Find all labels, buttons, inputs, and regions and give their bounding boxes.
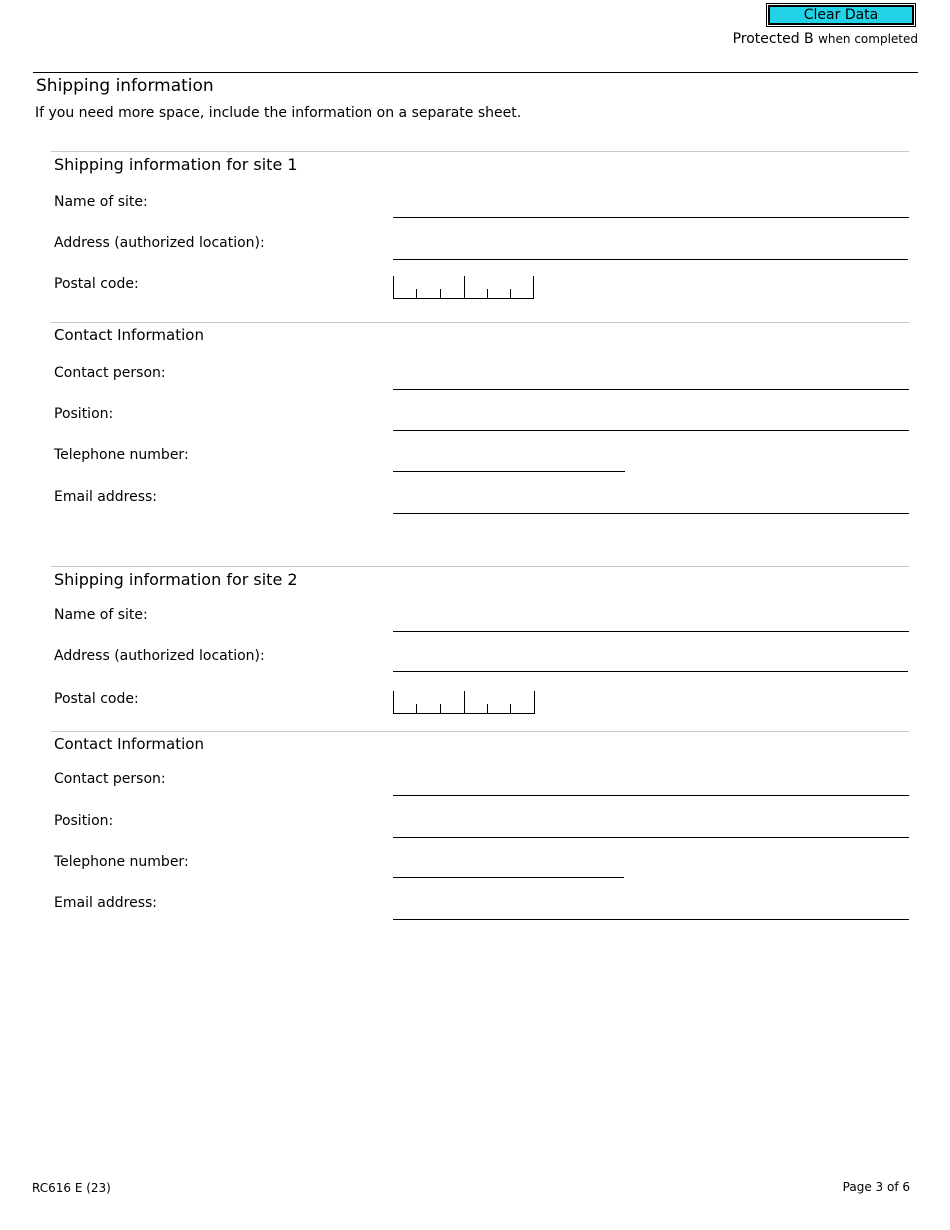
clear-data-button[interactable]: Clear Data (768, 5, 914, 25)
postal-tick (416, 289, 417, 298)
site2-contact-rule (51, 731, 909, 732)
site1-address-label: Address (authorized location): (54, 235, 265, 251)
site1-telephone-label: Telephone number: (54, 447, 189, 463)
section-note: If you need more space, include the information on a separate sheet. (35, 105, 522, 121)
site1-title: Shipping information for site 1 (54, 155, 298, 174)
site1-name-label: Name of site: (54, 194, 148, 210)
site2-name-field[interactable] (393, 613, 909, 632)
postal-tick (510, 289, 511, 298)
site1-position-label: Position: (54, 406, 114, 422)
postal-tick (487, 289, 488, 298)
protected-b-notice (733, 31, 918, 47)
postal-tick (440, 289, 441, 298)
site1-rule (51, 151, 909, 152)
site2-position-label: Position: (54, 813, 114, 829)
site1-contact-rule (51, 322, 909, 323)
site1-contact-title: Contact Information (54, 326, 204, 344)
site2-contact-person-label: Contact person: (54, 771, 166, 787)
postal-tick (440, 704, 441, 713)
postal-tick (487, 704, 488, 713)
site1-postal-label: Postal code: (54, 276, 139, 292)
site2-rule (51, 566, 909, 567)
site1-contact-person-field[interactable] (393, 371, 909, 390)
section-top-rule (33, 72, 918, 73)
section-title: Shipping information (36, 76, 214, 96)
site2-telephone-field[interactable] (393, 859, 624, 878)
site1-name-field[interactable] (393, 199, 909, 218)
site2-contact-title: Contact Information (54, 735, 204, 753)
site2-name-label: Name of site: (54, 607, 148, 623)
site2-position-field[interactable] (393, 819, 909, 838)
site2-contact-person-field[interactable] (393, 777, 909, 796)
postal-tick (510, 704, 511, 713)
postal-tick (464, 691, 465, 713)
protected-main-text: Protected B (732, 31, 814, 47)
site1-contact-person-label: Contact person: (54, 365, 166, 381)
site2-email-field[interactable] (393, 901, 909, 920)
site1-telephone-field[interactable] (393, 453, 625, 472)
site1-email-field[interactable] (393, 495, 909, 514)
site1-position-field[interactable] (393, 412, 909, 431)
site2-telephone-label: Telephone number: (54, 854, 189, 870)
site2-postal-label: Postal code: (54, 691, 139, 707)
site1-address-field[interactable] (393, 241, 908, 260)
postal-tick (464, 276, 465, 298)
site2-address-field[interactable] (393, 653, 908, 672)
site2-email-label: Email address: (54, 895, 158, 911)
site2-postal-code-field[interactable] (393, 691, 535, 714)
site2-address-label: Address (authorized location): (54, 648, 265, 664)
protected-small-text: when completed (818, 32, 918, 46)
page-number: Page 3 of 6 (842, 1180, 910, 1194)
site2-title: Shipping information for site 2 (54, 570, 298, 589)
site1-email-label: Email address: (54, 489, 158, 505)
site1-postal-code-field[interactable] (393, 276, 534, 299)
postal-tick (416, 704, 417, 713)
form-code: RC616 E (23) (32, 1181, 111, 1195)
